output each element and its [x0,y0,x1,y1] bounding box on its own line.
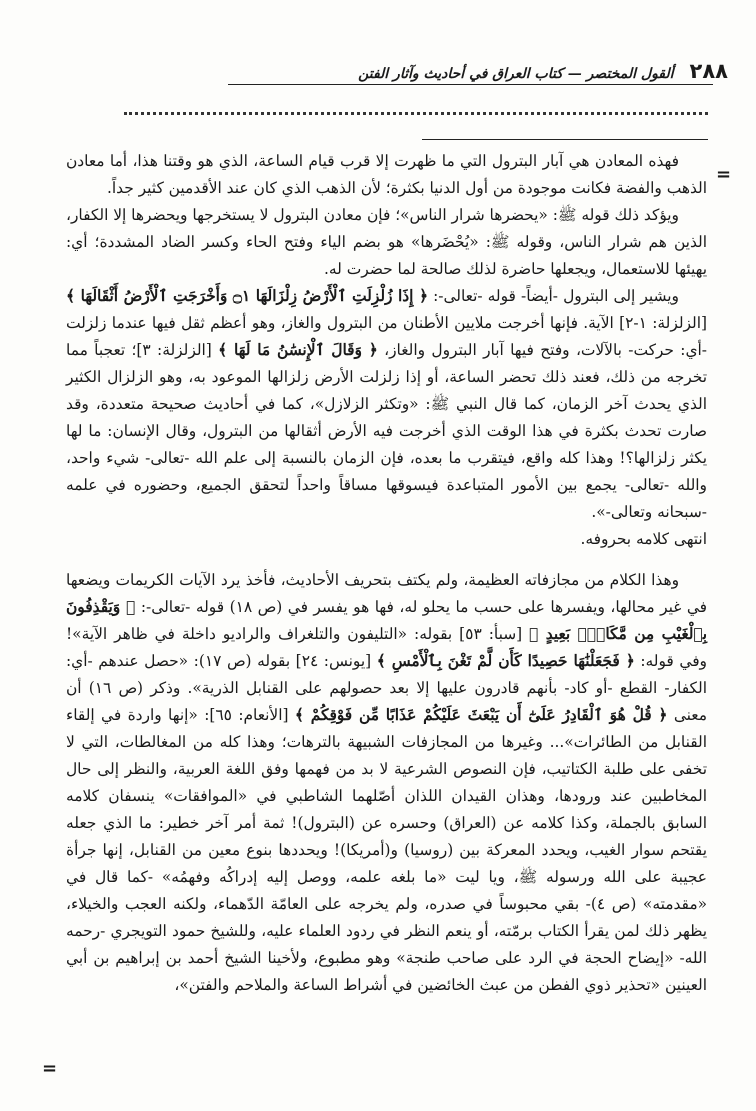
paragraph-1: فهذه المعادن هي آبار البترول التي ما ظهرت إلا قرب قيام الساعة، الذي هو وقتنا هذا، أما معادن الذهب والفضة فكانت موجودة من أول الدنيا بكثرة؛ لأن الذهب الذي كان عند الأقدمين كثير جداً. [66,152,707,197]
short-rule [422,139,708,140]
paragraph-5-text-d: [الأنعام: ٦٥]: «إنها واردة في إلقاء القنابل من الطائرات»... وغيرها من المجازفات الشبيهة بالترهات؛ وهذا كله من المغالطات، التي لا تخفى على طلبة الكتاتيب، فإن النصوص الشرعية لا بد من فهمها وفق اللغة العربية، والنظر إلى حال المخاطبين عند ورودها، وهذان القيدان اللذان أصّلهما الشاطبي في «الموافقات» ينسفان كلامه السابق بالجملة، وكذا كلامه عن (العراق) وحسره عن (البترول)! ثمة أمر آخر خطير: ما الذي جعله يقتحم سوار الغيب، ويحدد المعركة بين (روسيا) و(أمريكا)! ويحددها بنوع معين من القنابل، إنها جرأة عجيبة على الله ورسوله ﷺ، ويا ليت «ما بلغه علمه، ووصل إليه إدراكُه وفهمُه» -كما قال في «مقدمته» (ص ٤)- بقي محبوساً في صدره، ولم يخرجه على العامّة الدّهماء، ولكنه العجب والخيلاء، يظهر ذلك لمن يقرأ الكتاب برمّته، أو ينعم النظر في ردود العلماء عليه، وللشيخ حمود التويجري -رحمه الله- «إيضاح الحجة في الرد على صاحب طنجة» وهو مطبوع، ولأخينا الشيخ أحمد بن إبراهيم بن أبي العينين «تحذير ذوي الفطن من عبث الخائضين في أشراط الساعة والملاحم والفتن»، [66,706,707,994]
paragraph-5 [66,567,707,999]
quran-verse-anam-65: ﴿ قُلْ هُوَ ٱلْقَادِرُ عَلَىٰٓ أَن يَبْعَثَ عَلَيْكُمْ عَذَابًا مِّن فَوْقِكُمْ ﴾ [294,706,668,724]
margin-mark-top: = [716,164,732,185]
paragraph-3 [66,283,707,526]
quran-verse-zalzala-1-2: ﴿ إِذَا زُلْزِلَتِ ٱلْأَرْضُ زِلْزَالَهَا ۝١ وَأَخْرَجَتِ ٱلْأَرْضُ أَثْقَالَهَا ﴾ [66,287,428,305]
body-text [66,148,707,999]
paragraph-3-text-b: [الزلزلة: ١-٢] الآية. فإنها أخرجت ملايين الأطنان من البترول والغاز، وهو أعظم ثقل فيها عندما زلزلت -أي: حركت- بالآلات، وفتح فيها آبار البترول والغاز، [66,314,707,359]
running-title: ألقول المختصر — كتاب العراق في أحاديث وآثار الفتن [358,66,674,82]
paragraph-5-text-c: [يونس: ٢٤] بقوله (ص ١٧): «حصل عندهم -أي: الكفار- القطع -أو كاد- بأنهم قادرون عليها إلا بعد حصولهم على القنابل الذرية». وذكر (ص ١٦) أن معنى [66,652,707,724]
paragraph-5-text-a: وهذا الكلام من مجازفاته العظيمة، ولم يكتف بتحريف الأحاديث، فأخذ يرد الآيات الكريمات ويضعها في غير محالها، ويفسرها على حسب ما يحلو له، فها هو يفسر في (ص ١٨) قوله -تعالى-: [66,571,708,616]
header-rule [228,84,713,85]
margin-mark-bottom: = [42,1058,58,1079]
page-header [228,48,728,82]
dotted-separator [124,112,708,115]
paragraph-2: ويؤكد ذلك قوله ﷺ: «يحضرها شرار الناس»؛ فإن معادن البترول لا يستخرجها ويحضرها إلا الكفار، الذين هم شرار الناس، وقوله ﷺ: «يُحْضَرها» هو بضم الياء وفتح الحاء وكسر الضاد المشددة؛ أي: يهيئها للاستعمال، ويجعلها حاضرة لذلك صالحة لما حضرت له. [66,206,707,278]
page-number: ٢٨٨ [689,59,728,83]
quran-verse-zalzala-3: ﴿ وَقَالَ ٱلْإِنسَٰنُ مَا لَهَا ﴾ [218,341,378,359]
quran-verse-saba-53: ﴿ وَيَقْذِفُونَ بِٱلْغَيْبِ مِن مَّكَانٍۭ بَعِيدٍ ﴾ [66,598,707,643]
paragraph-5-text-b: [سبأ: ٥٣] بقوله: «التليفون والتلغراف والراديو داخلة في ظاهر الآية»! وفي قوله: [66,625,707,670]
paragraph-3-text-c: [الزلزلة: ٣]؛ تعجباً مما تخرجه من ذلك، فعند ذلك تحضر الساعة، أو إذا زلزلت الأرض زلزالها الموعود به، وهو الزلزال الكثير الذي يحدث آخر الزمان، كما قال النبي ﷺ: «وتكثر الزلازل»، كما في أحاديث صحيحة متعددة، وقد صارت تحدث بكثرة في هذا الوقت الذي أخرجت فيه الأرض أثقالها من البترول، وقال الإنسان: ما لها يكثر زلزالها؟! وهذا كله واقع، فيتقرب ما بعده، فإن الزمان بالنسبة إلى علم الله -تعالى- شيء واحد، والله -تعالى- يجمع بين الأمور المتباعدة فيسوقها مساقاً واحداً لتحقق الجميع، وحضوره في علمه -سبحانه وتعالى-». [66,341,707,521]
quran-verse-yunus-24: ﴿ فَجَعَلْنَٰهَا حَصِيدًا كَأَن لَّمْ تَغْنَ بِٱلْأَمْسِ ﴾ [376,652,635,670]
paragraph-4: انتهى كلامه بحروفه. [580,530,707,548]
paragraph-3-text-a: ويشير إلى البترول -أيضاً- قوله -تعالى-: [428,287,679,305]
